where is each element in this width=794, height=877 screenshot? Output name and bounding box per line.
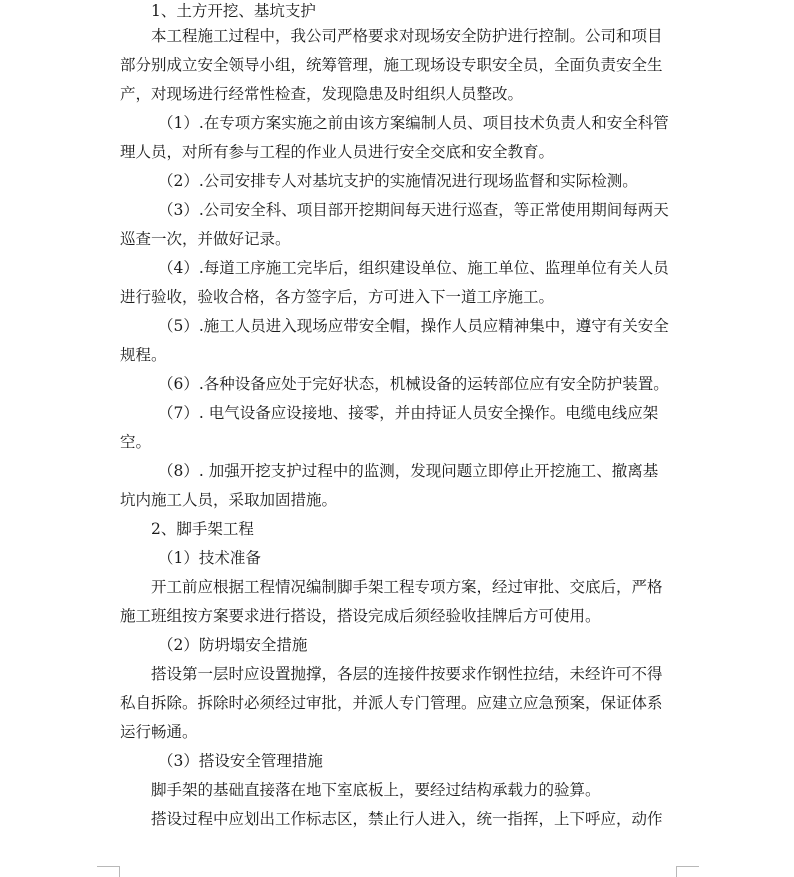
paragraph-line: 搭设第一层时应设置抛撑，各层的连接件按要求作钢性拉结，未经许可不得 [151,665,663,683]
paragraph-line: 运行畅通。 [120,723,198,741]
list-item: （8）. 加强开挖支护过程中的监测，发现问题立即停止开挖施工、撤离基 [158,462,659,480]
list-item-continuation: 理人员，对所有参与工程的作业人员进行安全交底和安全教育。 [120,143,555,161]
paragraph-line: 本工程施工过程中，我公司严格要求对现场安全防护进行控制。公司和项目 [151,27,663,45]
list-item-continuation: 空。 [120,433,152,451]
subheading: （1）技术准备 [158,549,261,567]
section-2-heading: 2、脚手架工程 [151,520,254,538]
paragraph-line: 私自拆除。拆除时必须经过审批，并派人专门管理。应建立应急预案，保证体系 [120,694,663,712]
list-item: （2）.公司安排专人对基坑支护的实施情况进行现场监督和实际检测。 [158,172,638,190]
document-body [120,0,678,834]
list-item-continuation: 规程。 [120,346,167,364]
paragraph-line: 部分别成立安全领导小组，统筹管理，施工现场设专职安全员，全面负责安全生 [120,56,663,74]
paragraph-line: 脚手架的基础直接落在地下室底板上，要经过结构承载力的验算。 [151,781,601,799]
list-item: （3）.公司安全科、项目部开挖期间每天进行巡查，等正常使用期间每两天 [158,201,669,219]
margin-marker-left [97,866,120,877]
list-item: （5）.施工人员进入现场应带安全帽，操作人员应精神集中，遵守有关安全 [158,317,669,335]
paragraph-line: 产，对现场进行经常性检查，发现隐患及时组织人员整改。 [120,85,524,103]
paragraph-line: 搭设过程中应划出工作标志区，禁止行人进入，统一指挥，上下呼应，动作 [151,810,663,828]
list-item-continuation: 进行验收，验收合格，各方签字后，方可进入下一道工序施工。 [120,288,555,306]
list-item: （4）.每道工序施工完毕后，组织建设单位、施工单位、监理单位有关人员 [158,259,669,277]
list-item-continuation: 坑内施工人员，采取加固措施。 [120,491,338,509]
margin-marker-right [676,866,699,877]
subheading: （3）搭设安全管理措施 [158,752,323,770]
paragraph-line: 施工班组按方案要求进行搭设，搭设完成后须经验收挂牌后方可使用。 [120,607,601,625]
paragraph-line: 开工前应根据工程情况编制脚手架工程专项方案，经过审批、交底后，严格 [151,578,663,596]
list-item-continuation: 巡查一次，并做好记录。 [120,230,291,248]
section-1-heading: 1、土方开挖、基坑支护 [151,2,316,20]
list-item: （6）.各种设备应处于完好状态，机械设备的运转部位应有安全防护装置。 [158,375,669,393]
list-item: （1）.在专项方案实施之前由该方案编制人员、项目技术负责人和安全科管 [158,114,669,132]
list-item: （7）. 电气设备应设接地、接零，并由持证人员安全操作。电缆电线应架 [158,404,659,422]
subheading: （2）防坍塌安全措施 [158,636,308,654]
